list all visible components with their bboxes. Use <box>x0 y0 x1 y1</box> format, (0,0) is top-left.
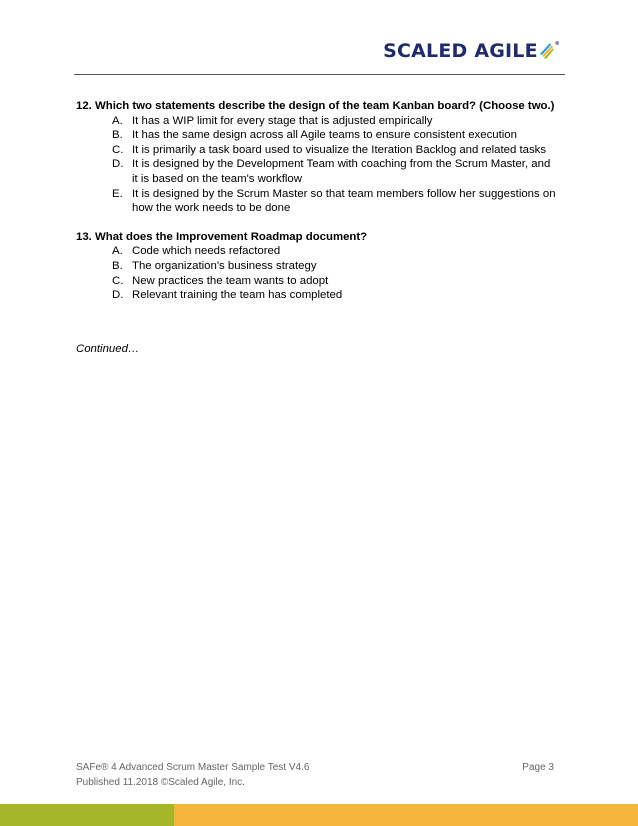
option-b <box>112 259 556 274</box>
option-letter: B. <box>112 259 123 272</box>
questions-section <box>76 99 556 303</box>
option-text: It has the same design across all Agile teams to ensure consistent execution <box>132 129 517 142</box>
option-text: It is primarily a task board used to visualize the Iteration Backlog and related tasks <box>132 143 547 156</box>
question-prompt: 12. Which two statements describe the design of the team Kanban board? (Choose two.) <box>76 100 555 112</box>
option-letter: E. <box>112 187 123 200</box>
options-list <box>112 244 556 302</box>
option-text: New practices the team wants to adopt <box>132 274 329 287</box>
header-divider <box>74 74 565 75</box>
option-text: It is designed by the Scrum Master so that team members follow her suggestions on how the work needs to be done <box>132 187 556 215</box>
footer-page-number: Page 3 <box>522 762 554 773</box>
option-e <box>112 187 556 216</box>
logo-registered-mark: ® <box>554 41 560 47</box>
logo-stripes-icon <box>540 43 554 59</box>
question-prompt: 13. What does the Improvement Roadmap document? <box>76 230 368 243</box>
footer-color-band <box>0 804 638 826</box>
option-b <box>112 128 556 143</box>
footer-row <box>76 760 554 775</box>
option-letter: A. <box>112 245 123 258</box>
option-letter: C. <box>112 274 124 287</box>
option-letter: B. <box>112 129 123 142</box>
option-text: It has a WIP limit for every stage that is adjusted empirically <box>132 114 433 127</box>
option-text: It is designed by the Development Team with coaching from the Scrum Master, and it is based on the team's workflow <box>132 158 551 185</box>
option-c <box>112 143 556 158</box>
option-text: Relevant training the team has completed <box>132 289 343 302</box>
spacer <box>76 216 556 230</box>
option-letter: D. <box>112 289 124 302</box>
logo-text: SCALED AGILE <box>383 40 538 62</box>
footer-doc-title: SAFe® 4 Advanced Scrum Master Sample Test V4.6 <box>76 762 310 773</box>
question-13 <box>76 230 556 303</box>
question-12 <box>76 99 556 216</box>
option-d <box>112 288 556 303</box>
option-c <box>112 274 556 289</box>
option-text: The organization's business strategy <box>132 259 317 272</box>
band-orange-segment <box>174 804 638 826</box>
band-green-segment <box>0 804 174 826</box>
option-letter: D. <box>112 158 124 171</box>
option-letter: A. <box>112 114 123 127</box>
option-text: Code which needs refactored <box>132 245 281 258</box>
option-a <box>112 114 556 129</box>
continued-note: Continued… <box>76 343 140 355</box>
option-letter: C. <box>112 143 124 156</box>
option-a <box>112 244 556 259</box>
option-d <box>112 157 556 186</box>
options-list <box>112 114 556 216</box>
footer-published: Published 11.2018 ©Scaled Agile, Inc. <box>76 777 245 788</box>
page-footer <box>76 760 554 790</box>
scaled-agile-logo <box>383 40 560 62</box>
